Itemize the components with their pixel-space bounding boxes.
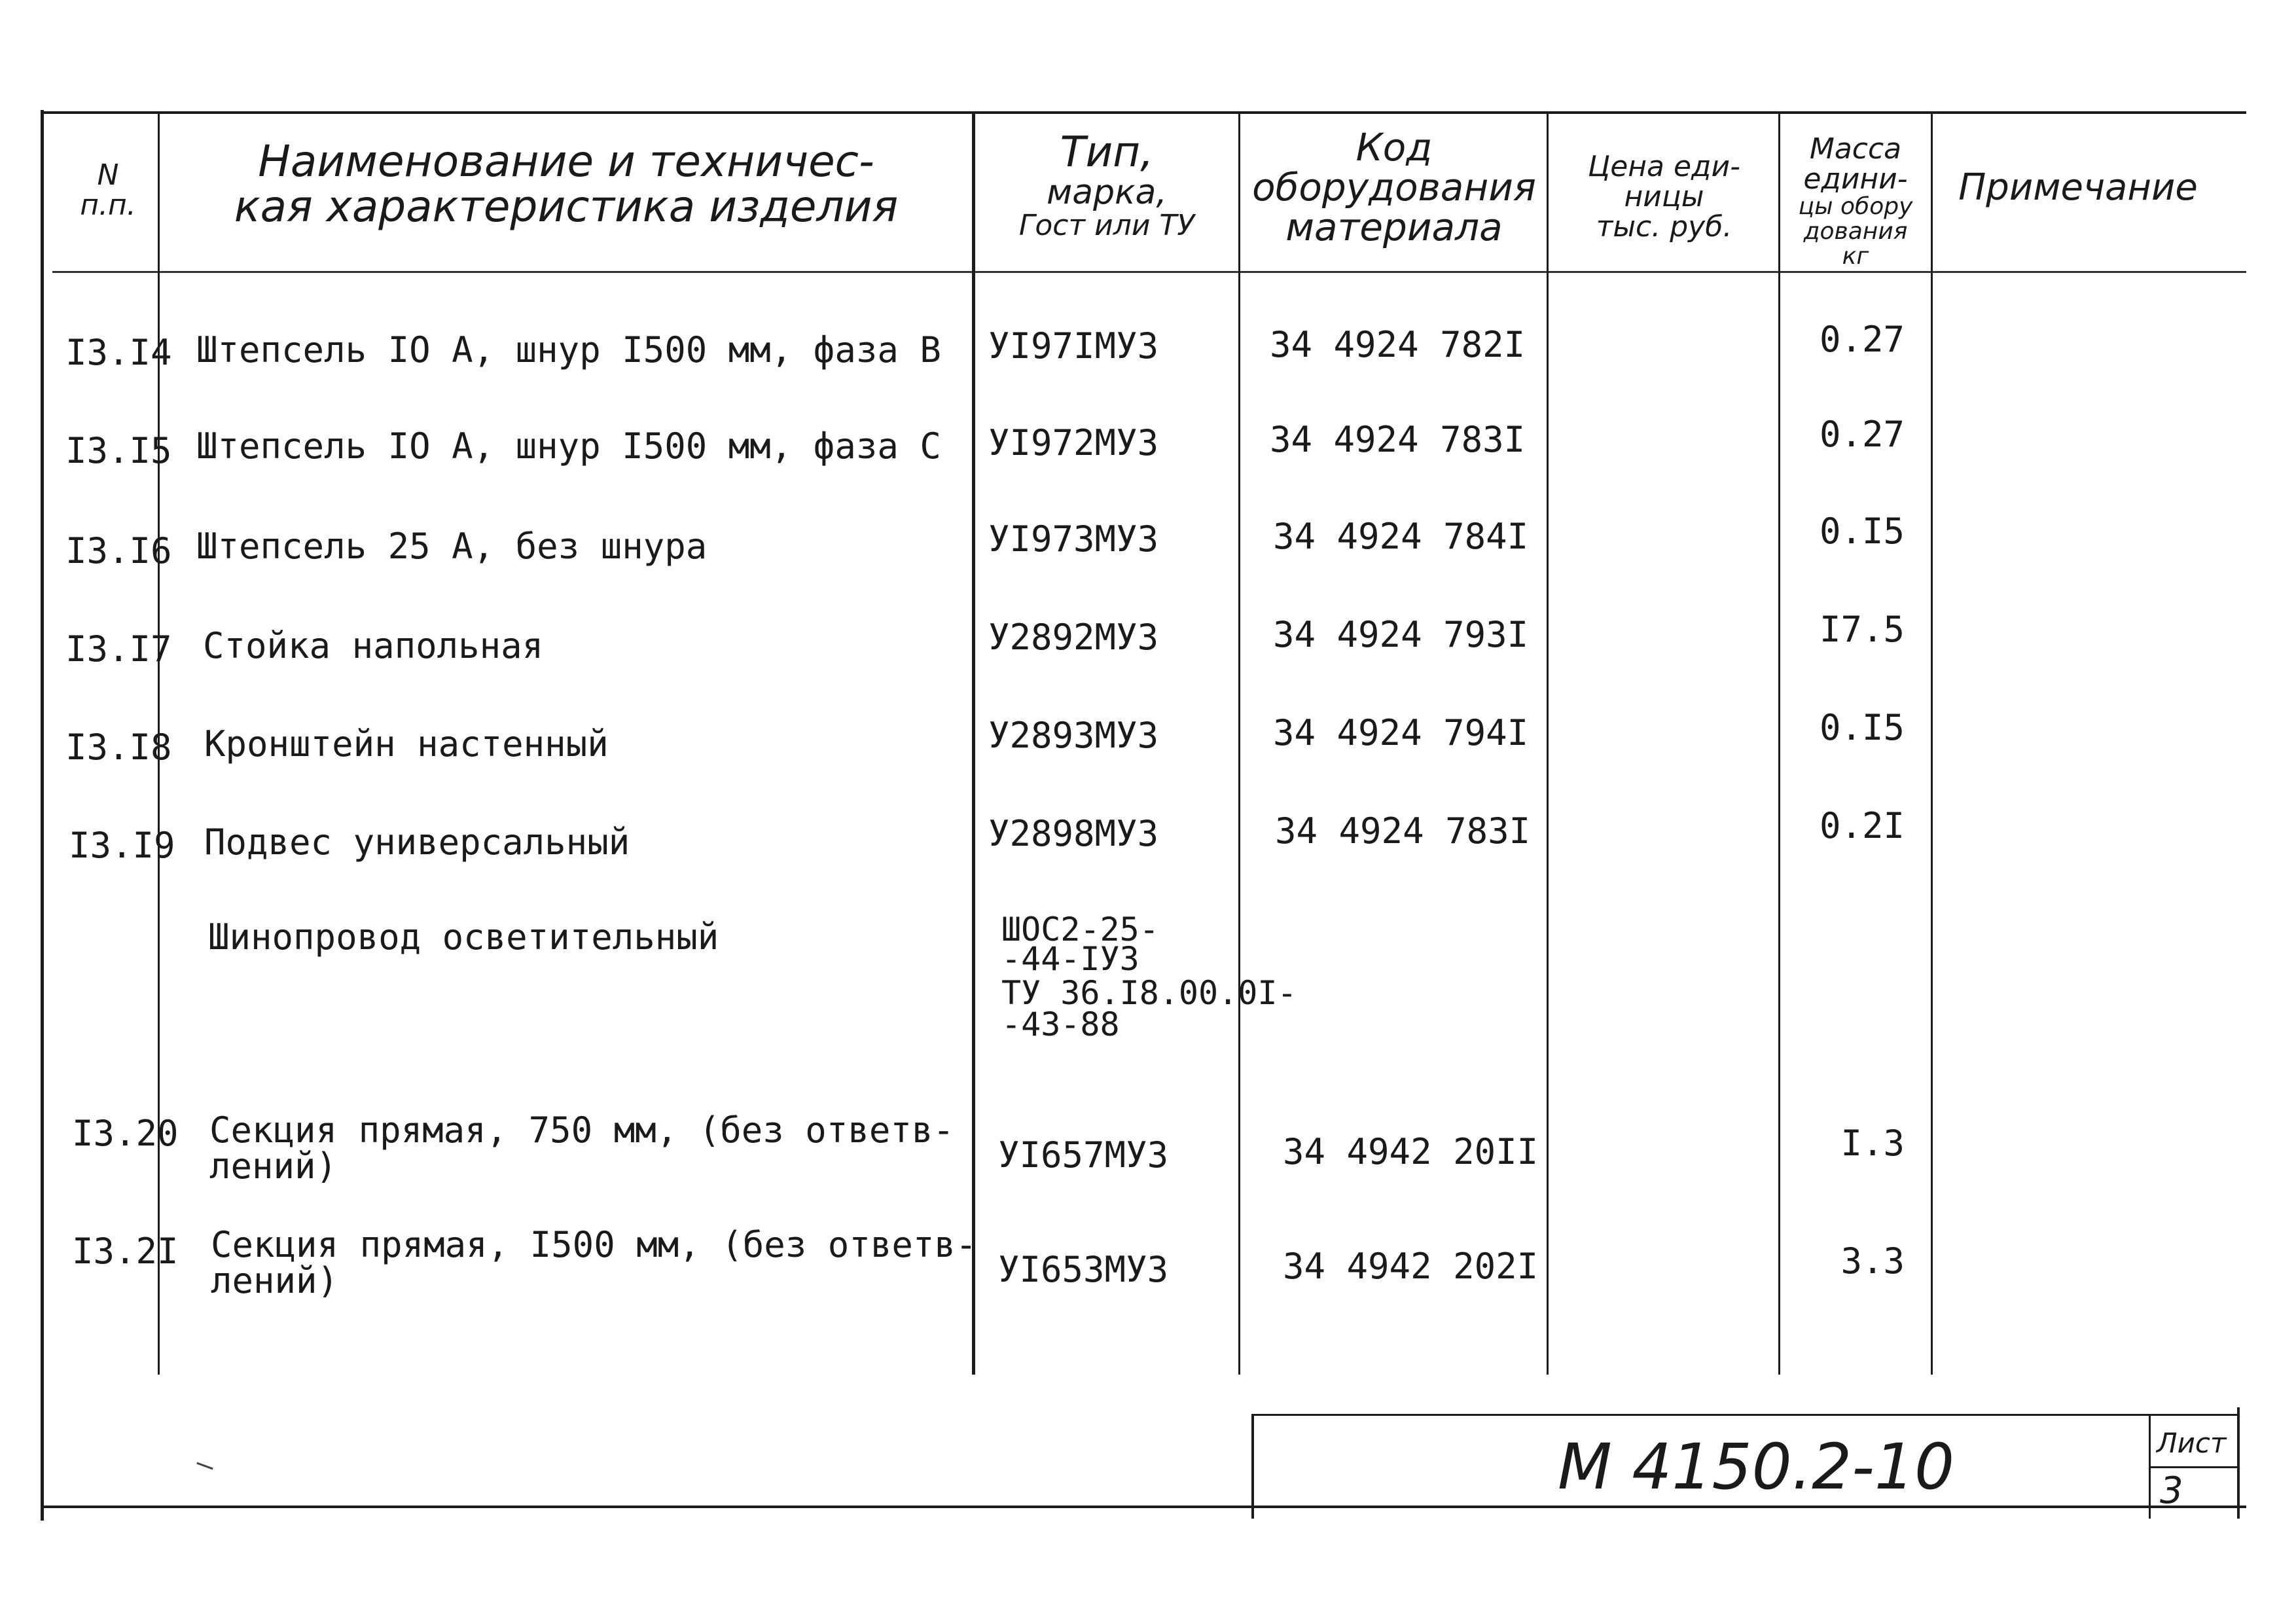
- header-num-line: п.п.: [80, 189, 136, 223]
- header-code-line: оборудования: [1252, 164, 1536, 209]
- header-type-line: Тип,: [1060, 128, 1154, 177]
- header-num: [65, 160, 151, 221]
- row-num: I3.I8: [65, 727, 172, 768]
- row-type: УI657МУ3: [998, 1134, 1169, 1176]
- header-code-line: материала: [1285, 204, 1503, 249]
- row-mass: 0.I5: [1819, 511, 1905, 552]
- col-sep-2: [972, 111, 975, 1375]
- row-type: УI972МУ3: [988, 422, 1159, 463]
- row-type: У2898МУ3: [988, 813, 1159, 854]
- row-name: Кронштейн настенный: [204, 723, 609, 765]
- row-name: Штепсель IO А, шнур I500 мм, фаза В: [196, 329, 941, 370]
- row-code: 34 4924 783I: [1275, 810, 1531, 852]
- col-sep-5: [1778, 111, 1780, 1375]
- row-mass: I7.5: [1819, 609, 1905, 650]
- header-name-line: кая характеристика изделия: [234, 181, 899, 232]
- row-code: 34 4924 793I: [1273, 614, 1529, 655]
- row-type: ШОС2-25-: [1001, 911, 1159, 948]
- header-mass-line: кг: [1842, 242, 1869, 270]
- header-code: [1242, 125, 1546, 249]
- row-num: I3.I6: [65, 530, 172, 571]
- col-sep-3: [1238, 111, 1240, 1375]
- header-mass-line: дования: [1803, 218, 1908, 245]
- row-name: Секция прямая, 750 мм, (без ответв-: [209, 1110, 954, 1151]
- header-name-line: Наименование и техничес-: [258, 136, 874, 187]
- row-code: 34 4942 202I: [1283, 1246, 1539, 1287]
- header-type-line: марка,: [1047, 173, 1167, 213]
- row-name: Шинопровод осветительный: [208, 916, 719, 958]
- header-mass: [1782, 134, 1929, 269]
- header-note-line: Примечание: [1958, 166, 2198, 209]
- header-bottom-line: [52, 271, 2246, 273]
- row-type: УI653МУ3: [998, 1249, 1169, 1290]
- header-mass-line: Масса: [1809, 132, 1902, 166]
- header-mass-line: едини-: [1803, 162, 1908, 196]
- row-name: Штепсель IO А, шнур I500 мм, фаза С: [196, 425, 941, 467]
- row-code: 34 4924 784I: [1273, 516, 1529, 557]
- row-name: Подвес универсальный: [204, 821, 630, 863]
- row-mass: 0.I5: [1819, 707, 1905, 748]
- left-border: [41, 110, 44, 1521]
- row-code: 34 4924 783I: [1270, 419, 1526, 460]
- row-type: У2893МУ3: [988, 715, 1159, 756]
- row-type: -44-IУ3: [1001, 940, 1139, 978]
- sheet-number: 3: [2160, 1470, 2183, 1512]
- row-mass: 0.27: [1819, 319, 1905, 360]
- row-num: I3.2I: [72, 1231, 179, 1272]
- stamp-left-line: [1251, 1414, 1254, 1519]
- sheet-label: Лист: [2157, 1427, 2227, 1459]
- header-mass-line: цы обору: [1798, 193, 1913, 221]
- row-type: УI97IМУ3: [988, 325, 1159, 367]
- document-code: М 4150.2-10: [1558, 1430, 1955, 1504]
- header-price-line: ницы: [1624, 180, 1704, 214]
- row-code: 34 4924 782I: [1270, 324, 1526, 365]
- row-type: УI973МУ3: [988, 518, 1159, 560]
- row-num: I3.20: [72, 1113, 179, 1154]
- row-mass: 0.2I: [1819, 805, 1905, 846]
- row-num: I3.I5: [65, 430, 172, 471]
- right-border: [2237, 1407, 2240, 1519]
- stamp-top-line: [1251, 1414, 2240, 1416]
- row-name: лений): [209, 1146, 338, 1187]
- row-type: У2892МУ3: [988, 617, 1159, 658]
- header-type: [978, 128, 1235, 242]
- header-note: [1934, 166, 2222, 209]
- header-name: [164, 136, 969, 232]
- header-code-line: Код: [1355, 125, 1433, 170]
- row-mass: I.3: [1840, 1123, 1905, 1164]
- header-price: [1551, 152, 1777, 243]
- row-name: Штепсель 25 А, без шнура: [196, 526, 708, 567]
- header-price-line: Цена еди-: [1588, 150, 1740, 183]
- row-type: -43-88: [1001, 1005, 1120, 1043]
- header-num-line: N: [97, 158, 119, 192]
- bottom-border: [41, 1506, 2246, 1508]
- row-num: I3.I9: [69, 825, 175, 866]
- row-num: I3.I7: [65, 628, 172, 670]
- header-price-line: тыс. руб.: [1596, 210, 1732, 244]
- row-num: I3.I4: [65, 332, 172, 373]
- top-border: [41, 111, 2246, 114]
- scan-mark: [196, 1462, 213, 1470]
- stamp-sheet-mid: [2149, 1466, 2237, 1468]
- row-mass: 0.27: [1819, 414, 1905, 455]
- row-name: Секция прямая, I500 мм, (без ответв-: [211, 1224, 977, 1265]
- row-type: ТУ 36.I8.00.0I-: [1001, 974, 1297, 1012]
- header-type-line: Гост или ТУ: [1018, 208, 1195, 242]
- row-name: Стойка напольная: [203, 625, 544, 666]
- row-code: 34 4924 794I: [1273, 712, 1529, 753]
- col-sep-6: [1931, 111, 1933, 1375]
- col-sep-4: [1547, 111, 1549, 1375]
- row-mass: 3.3: [1840, 1240, 1905, 1282]
- row-code: 34 4942 20II: [1283, 1131, 1539, 1172]
- row-name: лений): [211, 1260, 339, 1301]
